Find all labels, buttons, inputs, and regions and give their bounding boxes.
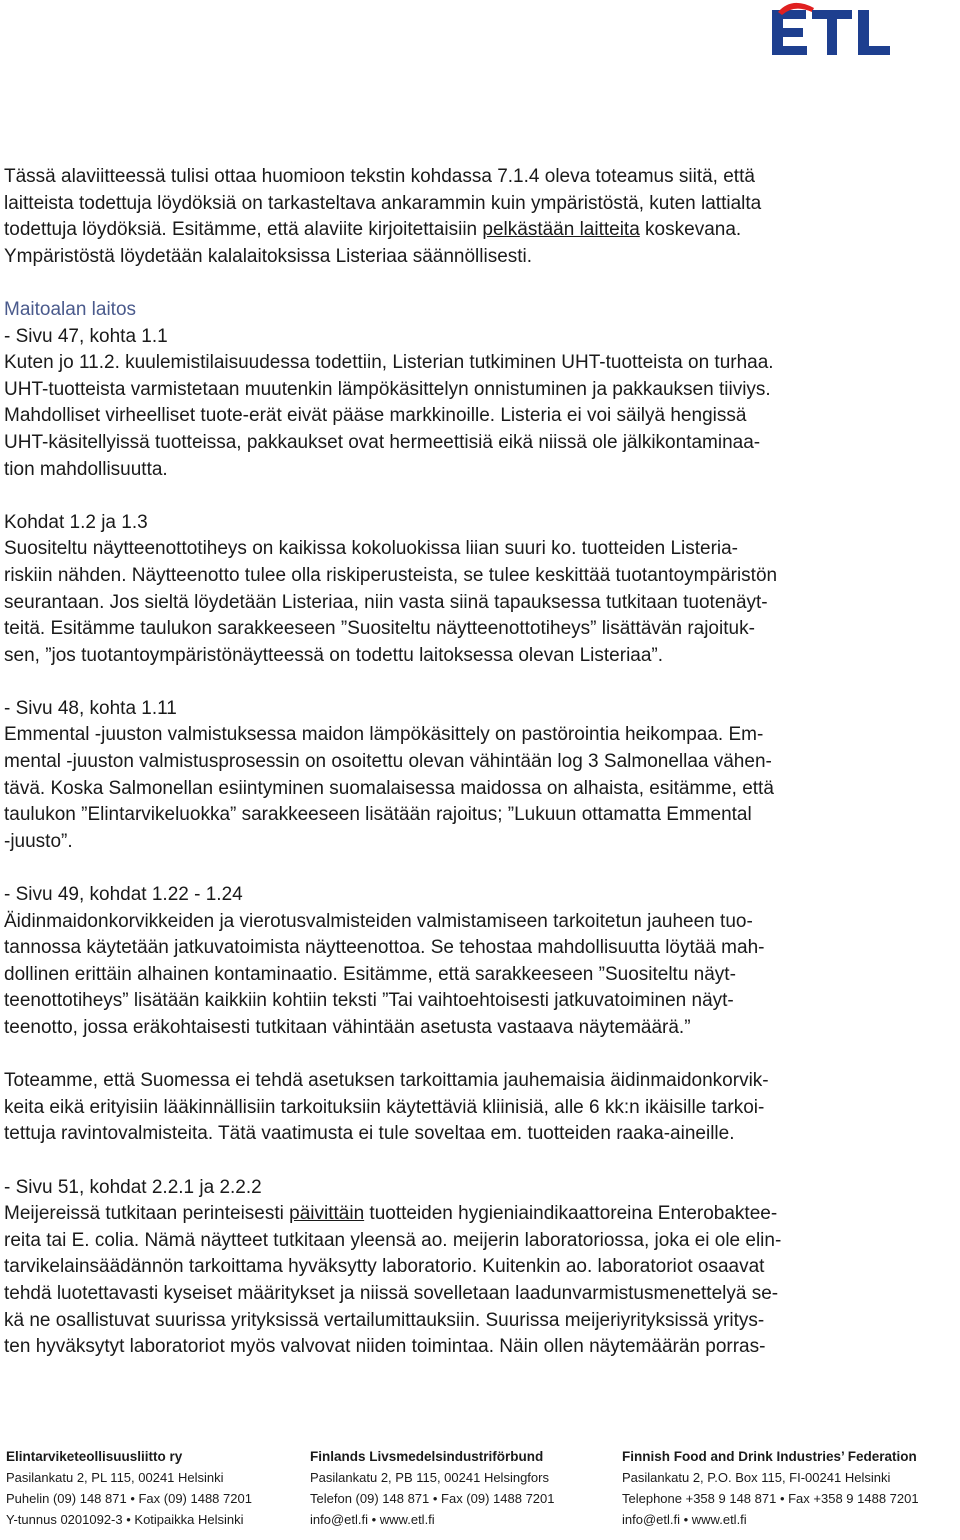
toteamme-paragraph bbox=[4, 1068, 948, 1148]
text-line: tannossa käytetään jatkuvatoimista näytteenottoa. Se tehostaa mahdollisuutta löytää mah- bbox=[4, 937, 765, 959]
text-line: Mahdolliset virheelliset tuote-erät eivät pääse markkinoille. Listeria ei voi säilyä hengissä bbox=[4, 405, 747, 427]
text-line: tarvikelainsäädännön tarkoittama hyväksytty laboratorio. Kuitenkin ao. laboratoriot osaavat bbox=[4, 1256, 765, 1278]
underlined-phrase: päivittäin bbox=[289, 1203, 365, 1225]
footer-extra: Y-tunnus 0201092-3 • Kotipaikka Helsinki bbox=[6, 1512, 244, 1527]
text-line: Kohdat 1.2 ja 1.3 bbox=[4, 511, 148, 533]
logo-letter-l bbox=[858, 10, 890, 55]
text-line: tion mahdollisuutta. bbox=[4, 458, 168, 480]
text-line: tävä. Koska Salmonellan esiintyminen suomalaisessa maidossa on alhaista, esitämme, että bbox=[4, 777, 774, 799]
sivu51-section bbox=[4, 1175, 948, 1361]
document-body bbox=[4, 164, 948, 1361]
page-footer bbox=[0, 1446, 960, 1540]
text-line: teenottotiheys” lisätään kaikkiin kohtiin teksti ”Tai vaihtoehtoisesti jatkuvatoiminen näyt- bbox=[4, 990, 734, 1012]
footer-phone: Telephone +358 9 148 871 • Fax +358 9 1488 7201 bbox=[622, 1491, 919, 1506]
maito-section bbox=[4, 297, 948, 483]
footer-address: Pasilankatu 2, PB 115, 00241 Helsingfors bbox=[310, 1470, 549, 1485]
text-line: seurantaan. Jos sieltä löydetään Listeriaa, niin vasta siinä tapauksessa tutkitaan tuotenäyt- bbox=[4, 591, 768, 613]
sivu49-section bbox=[4, 882, 948, 1042]
footer-phone: Puhelin (09) 148 871 • Fax (09) 1488 7201 bbox=[6, 1491, 252, 1506]
footer-extra[interactable]: info@etl.fi • www.etl.fi bbox=[310, 1512, 435, 1527]
text-line: UHT-tuotteista varmistetaan muutenkin lämpökäsittelyn onnistuminen ja pakkauksen tiiviys. bbox=[4, 378, 771, 400]
text-line: Suositeltu näytteenottotiheys on kaikissa kokoluokissa liian suuri ko. tuotteiden Listeria- bbox=[4, 538, 739, 560]
text-line: keita eikä erityisiin lääkinnällisiin tarkoituksiin käytettäviä kliinisiä, alle 6 kk:n ikäisille tarkoi- bbox=[4, 1096, 765, 1118]
footer-extra[interactable]: info@etl.fi • www.etl.fi bbox=[622, 1512, 747, 1527]
text-line: - Sivu 51, kohdat 2.2.1 ja 2.2.2 bbox=[4, 1176, 262, 1198]
kohdat-section bbox=[4, 510, 948, 670]
text-line: tehdä luotettavasti kyseiset määritykset ja niissä sovelletaan laadunvarmistusmenettelyä se- bbox=[4, 1282, 779, 1304]
sivu48-section bbox=[4, 696, 948, 856]
logo-letter-e bbox=[772, 10, 807, 55]
footer-address: Pasilankatu 2, P.O. Box 115, FI-00241 Helsinki bbox=[622, 1470, 891, 1485]
footer-org-name: Finnish Food and Drink Industries’ Federation bbox=[622, 1449, 917, 1464]
text-line: ten hyväksytyt laboratoriot myös valvovat niiden toimintaa. Näin ollen näytemäärän porras- bbox=[4, 1336, 766, 1358]
footer-column-fi bbox=[6, 1446, 252, 1530]
logo-letter-t bbox=[812, 10, 852, 55]
text-line: riskiin nähden. Näytteenotto tulee olla riskiperusteista, se tulee keskittää tuotantoympäristön bbox=[4, 564, 778, 586]
text-line: Meijereissä tutkitaan perinteisesti päivittäin tuotteiden hygieniaindikaattoreina Enterobaktee- bbox=[4, 1203, 778, 1225]
etl-logo bbox=[766, 2, 894, 64]
footer-column-sv bbox=[310, 1446, 555, 1530]
footer-phone: Telefon (09) 148 871 • Fax (09) 1488 7201 bbox=[310, 1491, 555, 1506]
footer-org-name: Finlands Livsmedelsindustriförbund bbox=[310, 1449, 544, 1464]
text-line: Kuten jo 11.2. kuulemistilaisuudessa todettiin, Listerian tutkiminen UHT-tuotteista on turhaa. bbox=[4, 352, 774, 374]
text-line: reita tai E. colia. Nämä näytteet tutkitaan yleensä ao. meijerin laboratoriossa, joka ei ole elin- bbox=[4, 1229, 782, 1251]
text-line: laitteista todettuja löydöksiä on tarkasteltava ankarammin kuin ympäristöstä, kuten lattialta bbox=[4, 192, 762, 214]
text-line: UHT-käsitellyissä tuotteissa, pakkaukset ovat hermeettisiä eikä niissä ole jälkikontaminaa- bbox=[4, 431, 761, 453]
text-line: Ympäristöstä löydetään kalalaitoksissa Listeriaa säännöllisesti. bbox=[4, 245, 533, 267]
text-line: -juusto”. bbox=[4, 830, 73, 852]
text-line: teitä. Esitämme taulukon sarakkeeseen ”Suositeltu näytteenottotiheys” lisättävän rajoituk- bbox=[4, 618, 755, 640]
text-line: taulukon ”Elintarvikeluokka” sarakkeeseen lisätään rajoitus; ”Lukuun ottamatta Emmental bbox=[4, 804, 752, 826]
text-line: Tässä alaviitteessä tulisi ottaa huomioon tekstin kohdassa 7.1.4 oleva toteamus siitä, että bbox=[4, 166, 755, 187]
text-line: todettuja löydöksiä. Esitämme, että alaviite kirjoitettaisiin pelkästään laitteita koskevana. bbox=[4, 219, 742, 241]
text-line: Äidinmaidonkorvikkeiden ja vierotusvalmisteiden valmistamiseen tarkoitetun jauheen tuo- bbox=[4, 910, 753, 932]
text-line: kä ne osallistuvat suurissa yrityksissä vertailumittauksiin. Suurissa meijeriyrityksissä yritys- bbox=[4, 1309, 765, 1331]
footer-column-en bbox=[622, 1446, 919, 1530]
text-line: sen, ”jos tuotantoympäristönäytteessä on todettu laitoksessa olevan Listeriaa”. bbox=[4, 644, 664, 666]
text-line: - Sivu 49, kohdat 1.22 - 1.24 bbox=[4, 884, 243, 906]
underlined-phrase: pelkästään laitteita bbox=[482, 219, 640, 241]
footer-address: Pasilankatu 2, PL 115, 00241 Helsinki bbox=[6, 1470, 224, 1485]
text-line: Toteamme, että Suomessa ei tehdä asetuksen tarkoittamia jauhemaisia äidinmaidonkorvik- bbox=[4, 1070, 769, 1092]
footer-org-name: Elintarviketeollisuusliitto ry bbox=[6, 1449, 183, 1464]
text-line: - Sivu 48, kohta 1.11 bbox=[4, 697, 177, 719]
text-line: - Sivu 47, kohta 1.1 bbox=[4, 325, 168, 347]
text-line: teenotto, jossa eräkohtaisesti tutkitaan vähintään asetusta vastaava näytemäärä.” bbox=[4, 1017, 691, 1038]
text-line: tettuja ravintovalmisteita. Tätä vaatimusta ei tule soveltaa em. tuotteiden raaka-aineille. bbox=[4, 1123, 735, 1145]
text-line: Emmental -juuston valmistuksessa maidon lämpökäsittely on pastörointia heikompaa. Em- bbox=[4, 724, 764, 746]
section-heading-maitoalan-laitos: Maitoalan laitos bbox=[4, 298, 137, 320]
intro-paragraph bbox=[4, 164, 948, 270]
text-line: dollinen erittäin alhainen kontaminaatio. Esitämme, että sarakkeeseen ”Suositeltu näyt- bbox=[4, 963, 736, 985]
text-line: mental -juuston valmistusprosessin on osoitettu olevan vähintään log 3 Salmonellaa vähen- bbox=[4, 751, 772, 773]
